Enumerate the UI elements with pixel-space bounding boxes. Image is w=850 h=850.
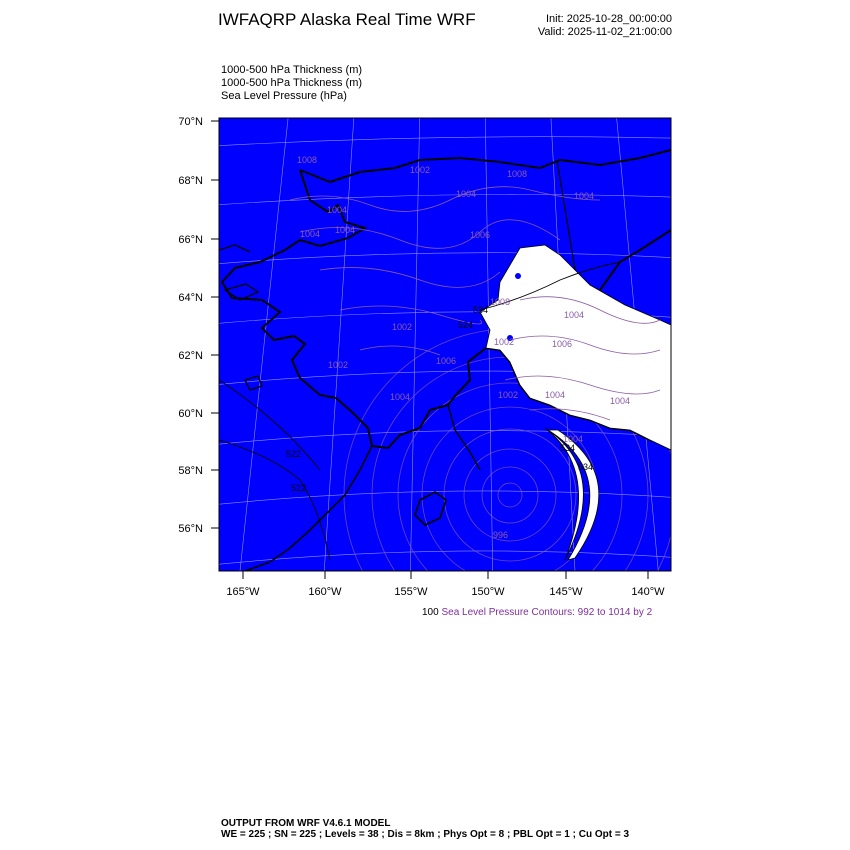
slp-label: 1002	[498, 390, 519, 400]
lat-label: 64°N	[178, 292, 203, 304]
lat-label: 58°N	[178, 465, 203, 477]
lon-label: 155°W	[394, 586, 428, 598]
slp-label: 1006	[470, 230, 491, 240]
plot-title: IWFAQRP Alaska Real Time WRF	[218, 10, 476, 29]
valid-time: Valid: 2025-11-02_21:00:00	[537, 26, 672, 38]
slp-label: 1004	[335, 225, 356, 235]
lat-label: 62°N	[178, 350, 203, 362]
thickness-label: 534	[473, 305, 489, 315]
contour-info-prefix: 100	[422, 607, 439, 618]
model-footer	[221, 818, 629, 840]
field-slp: Sea Level Pressure (hPa)	[221, 90, 347, 102]
slp-label: 1002	[392, 322, 413, 332]
field-thickness-2: 1000-500 hPa Thickness (m)	[221, 77, 363, 89]
lake-mark	[515, 273, 521, 279]
slp-label: 1004	[327, 205, 348, 215]
slp-label: 1004	[610, 396, 631, 406]
slp-label: 1004	[563, 434, 584, 444]
thickness-label: 534	[560, 443, 576, 453]
slp-label: 1008	[507, 169, 528, 179]
contour-info-text: Sea Level Pressure Contours: 992 to 1014 by 2	[441, 607, 653, 618]
slp-label: 1006	[436, 356, 457, 366]
lat-label: 60°N	[178, 408, 203, 420]
thickness-label: 534	[578, 462, 594, 472]
latitude-axis	[211, 121, 219, 528]
init-time: Init: 2025-10-28_00:00:00	[546, 13, 672, 25]
lat-label: 56°N	[178, 523, 203, 535]
lon-label: 140°W	[631, 586, 665, 598]
slp-label: 1002	[328, 360, 349, 370]
lon-label: 145°W	[549, 586, 583, 598]
thickness-label: 522	[291, 483, 307, 493]
slp-label: 996	[493, 530, 509, 540]
slp-label: 1004	[574, 191, 595, 201]
slp-label: 1006	[552, 339, 573, 349]
slp-label: 1002	[494, 337, 515, 347]
slp-label: 1004	[300, 229, 321, 239]
field-thickness-1: 1000-500 hPa Thickness (m)	[221, 64, 363, 76]
slp-label: 1002	[410, 165, 431, 175]
lat-label: 68°N	[178, 175, 203, 187]
thickness-label: 524	[458, 320, 474, 330]
lon-label: 165°W	[226, 586, 260, 598]
slp-label: 1008	[490, 297, 511, 307]
footer-config-line: WE = 225 ; SN = 225 ; Levels = 38 ; Dis = 8km ; Phys Opt = 8 ; PBL Opt = 1 ; Cu Opt = 3	[221, 829, 630, 840]
lon-label: 150°W	[471, 586, 505, 598]
slp-label: 1004	[456, 189, 477, 199]
slp-label: 1004	[390, 392, 411, 402]
slp-label: 1004	[564, 310, 585, 320]
contour-info	[422, 607, 652, 618]
thickness-label: 522	[286, 449, 302, 459]
slp-label: 1004	[545, 390, 566, 400]
footer-model-line: OUTPUT FROM WRF V4.6.1 MODEL	[221, 818, 391, 829]
longitude-axis	[243, 571, 648, 579]
slp-label: 1008	[297, 155, 318, 165]
lat-label: 70°N	[178, 116, 203, 128]
lon-label: 160°W	[308, 586, 342, 598]
lat-label: 66°N	[178, 234, 203, 246]
